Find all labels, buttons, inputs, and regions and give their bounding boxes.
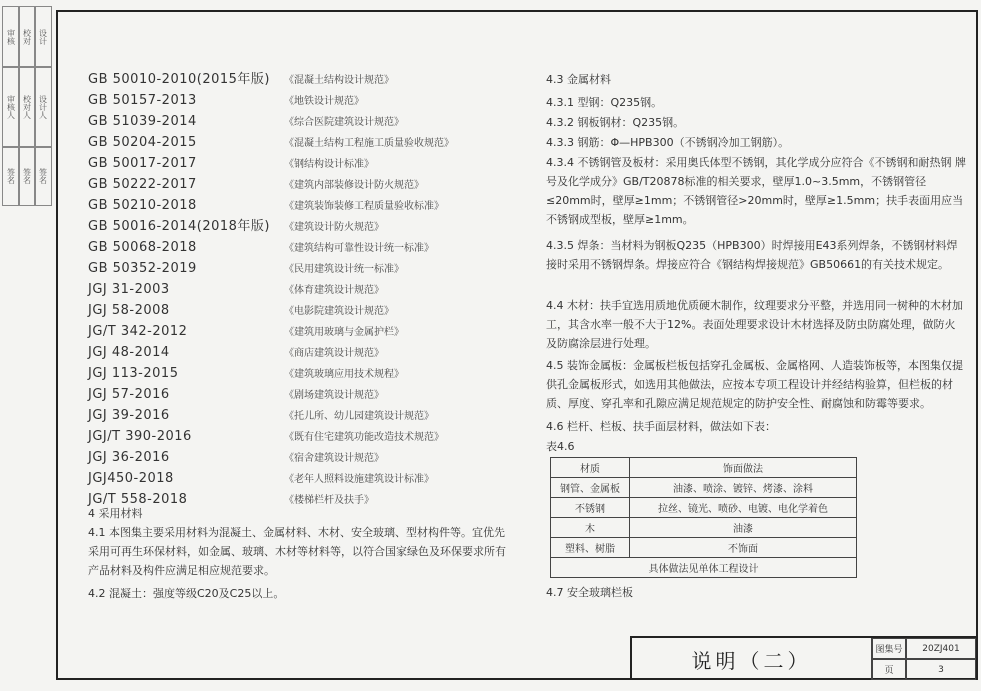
standard-row: JGJ 31-2003 《体育建筑设计规范》 <box>88 282 384 297</box>
standard-row: JG/T 558-2018 《楼梯栏杆及扶手》 <box>88 492 374 507</box>
standard-row: GB 50352-2019 《民用建筑设计统一标准》 <box>88 261 404 276</box>
standard-row: GB 51039-2014 《综合医院建筑设计规范》 <box>88 114 404 129</box>
standard-row: JG/T 342-2012 《建筑用玻璃与金属护栏》 <box>88 324 404 339</box>
table-cell: 拉丝、镜光、喷砂、电镀、电化学着色 <box>630 498 857 518</box>
table-header-row <box>551 458 857 478</box>
section-4-3-3: 4.3.3 钢筋：Φ—HPB300（不锈钢冷加工钢筋）。 <box>546 136 790 149</box>
standard-row: JGJ 113-2015 《建筑玻璃应用技术规程》 <box>88 366 404 381</box>
table-row <box>551 538 857 558</box>
section-4-title: 4 采用材料 <box>88 507 143 520</box>
standard-row: JGJ 57-2016 《剧场建筑设计规范》 <box>88 387 384 402</box>
standard-row: GB 50157-2013 《地铁设计规范》 <box>88 93 364 108</box>
standard-row: GB 50010-2010(2015年版) 《混凝土结构设计规范》 <box>88 72 394 87</box>
atlas-label: 图集号 <box>872 638 906 659</box>
table-header: 材质 <box>551 458 630 478</box>
section-4-4: 4.4 木材：扶手宜选用质地优质硬木制作，纹理要求分平整，并选用同一树种的木材加工，其含水率一般不大于12%。表面处理要求设计木材选择及防虫防腐处理，做防火及防腐涂层进行处理。 <box>546 299 963 350</box>
standard-row: GB 50068-2018 《建筑结构可靠性设计统一标准》 <box>88 240 434 255</box>
standard-row: JGJ450-2018 《老年人照料设施建筑设计标准》 <box>88 471 434 486</box>
standard-row: JGJ 58-2008 《电影院建筑设计规范》 <box>88 303 394 318</box>
standard-row: JGJ 39-2016 《托儿所、幼儿园建筑设计规范》 <box>88 408 434 423</box>
table-cell: 油漆 <box>630 518 857 538</box>
table-cell: 钢管、金属板 <box>551 478 630 498</box>
title-block <box>630 636 976 680</box>
table-caption: 表4.6 <box>546 440 575 453</box>
sheet-title: 说明（二） <box>632 638 872 680</box>
standard-row: JGJ 48-2014 《商店建筑设计规范》 <box>88 345 384 360</box>
section-4-5: 4.5 装饰金属板：金属板栏板包括穿孔金属板、金属格网、人造装饰板等，本图集仅提供孔金属板形式，如选用其他做法，应按本专项工程设计并经结构验算，但栏板的材质、厚度、穿孔率和孔隙应满足规范规定的防护安全性、耐腐蚀和防霉等要求。 <box>546 359 963 410</box>
table-cell: 木 <box>551 518 630 538</box>
page-label: 页 <box>872 659 906 680</box>
section-4-3-2: 4.3.2 钢板钢材：Q235钢。 <box>546 116 685 129</box>
section-4-7: 4.7 安全玻璃栏板 <box>546 586 633 599</box>
strip-cell: 校对 <box>18 6 36 68</box>
standard-row: GB 50204-2015 《混凝土结构工程施工质量验收规范》 <box>88 135 454 150</box>
strip-cell: 设计人 <box>34 66 52 148</box>
table-footer-row <box>551 558 857 578</box>
atlas-number: 20ZJ401 <box>906 638 976 659</box>
table-row <box>551 498 857 518</box>
table-cell: 不饰面 <box>630 538 857 558</box>
section-4-1: 4.1 本图集主要采用材料为混凝土、金属材料、木材、安全玻璃、型材构件等。宜优先采用可再生环保材料，如金属、玻璃、木材等材料等，以符合国家绿色及环保要求所有产品材料及构件应满足相应规范要求。 <box>88 526 506 577</box>
section-4-3: 4.3 金属材料 <box>546 73 611 86</box>
standard-row: GB 50017-2017 《钢结构设计标准》 <box>88 156 374 171</box>
strip-cell: 审核人 <box>2 66 20 148</box>
standard-row: JGJ 36-2016 《宿舍建筑设计规范》 <box>88 450 384 465</box>
section-4-3-4: 4.3.4 不锈钢管及板材：采用奥氏体型不锈钢，其化学成分应符合《不锈钢和耐热钢 牌号及化学成分》GB/T20878标准的相关要求，壁厚1.0~3.5mm，不锈钢管径≤20mm时，壁厚≥1mm；不锈钢管径>20mm时，壁厚≥1.5mm；扶手表面用应当不锈钢成型板，壁厚≥1mm。 <box>546 156 966 226</box>
strip-cell: 校对人 <box>18 66 36 148</box>
page-number: 3 <box>906 659 976 680</box>
strip-cell: 设计 <box>34 6 52 68</box>
standard-row: GB 50016-2014(2018年版) 《建筑设计防火规范》 <box>88 219 384 234</box>
table-cell: 不锈钢 <box>551 498 630 518</box>
strip-cell: 签名 <box>18 146 36 206</box>
strip-cell: 审核 <box>2 6 20 68</box>
table-cell: 油漆、喷涂、镀锌、烤漆、涂料 <box>630 478 857 498</box>
section-4-2: 4.2 混凝土：强度等级C20及C25以上。 <box>88 587 285 600</box>
finish-table <box>550 457 857 578</box>
standard-row: GB 50222-2017 《建筑内部装修设计防火规范》 <box>88 177 424 192</box>
section-4-6: 4.6 栏杆、栏板、扶手面层材料，做法如下表： <box>546 420 776 433</box>
standard-row: JGJ/T 390-2016 《既有住宅建筑功能改造技术规范》 <box>88 429 444 444</box>
table-row <box>551 518 857 538</box>
table-header: 饰面做法 <box>630 458 857 478</box>
table-footer: 具体做法见单体工程设计 <box>551 558 857 578</box>
table-cell: 塑料、树脂 <box>551 538 630 558</box>
strip-cell: 签名 <box>2 146 20 206</box>
strip-cell: 签名 <box>34 146 52 206</box>
section-4-3-1: 4.3.1 型钢：Q235钢。 <box>546 96 663 109</box>
table-row <box>551 478 857 498</box>
section-4-3-5: 4.3.5 焊条：当材料为钢板Q235（HPB300）时焊接用E43系列焊条，不锈钢材料焊接时采用不锈钢焊条。焊接应符合《钢结构焊接规范》GB50661的有关技术规定。 <box>546 239 958 271</box>
signature-strip <box>2 6 52 206</box>
standard-row: GB 50210-2018 《建筑装饰装修工程质量验收标准》 <box>88 198 444 213</box>
